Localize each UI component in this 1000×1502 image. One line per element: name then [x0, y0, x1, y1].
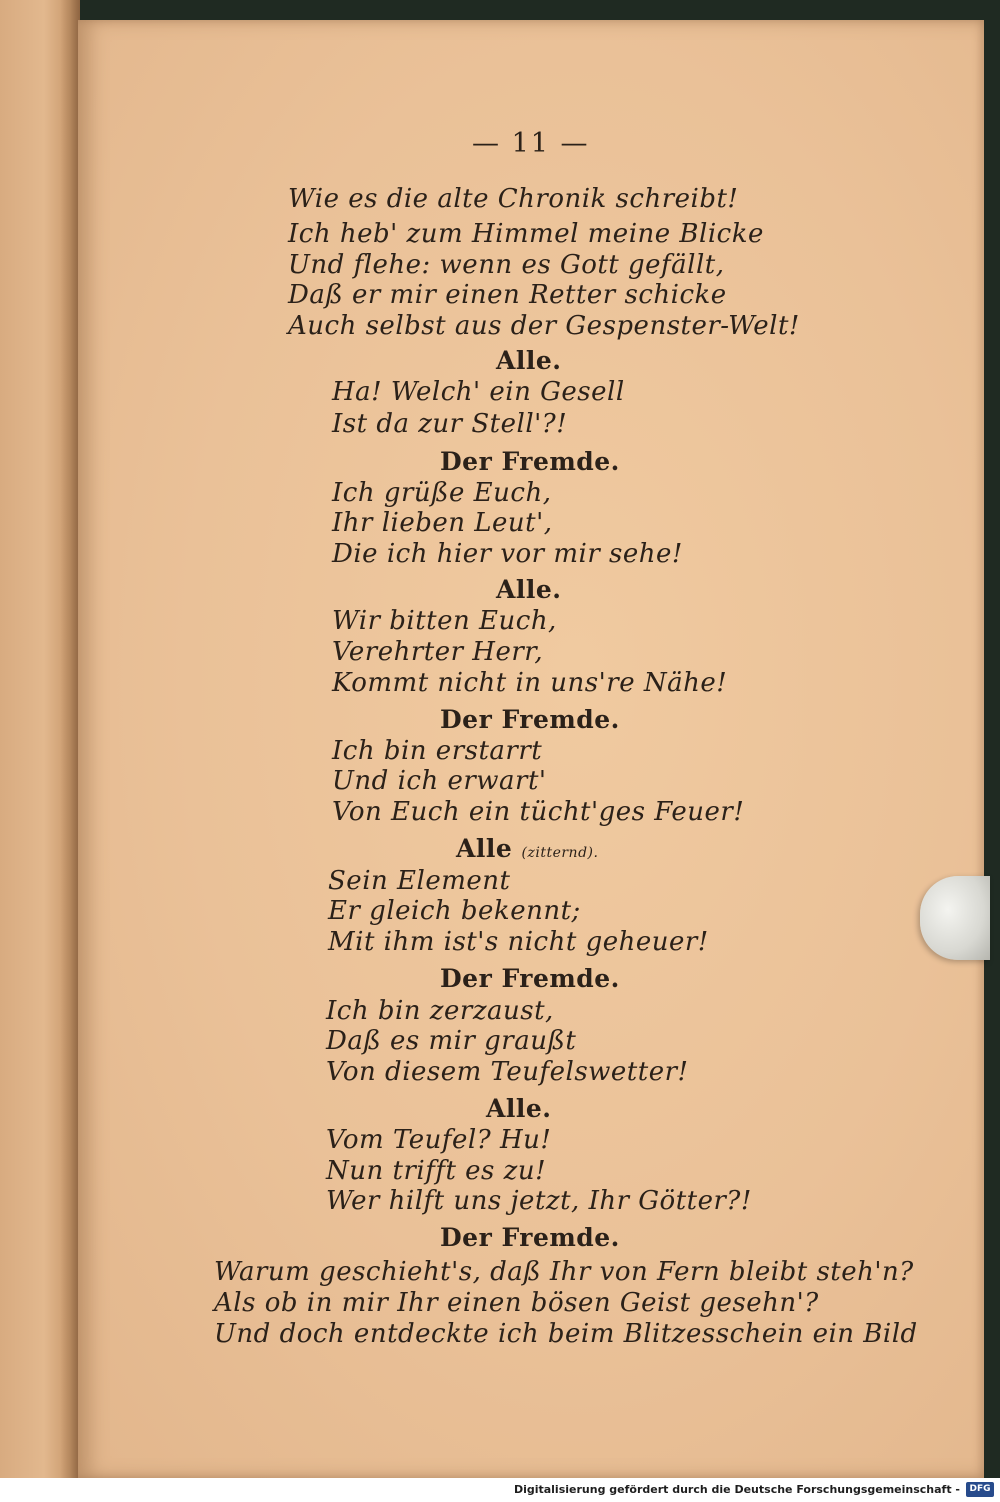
- verse-line: Ihr lieben Leut',: [332, 508, 553, 538]
- page-number: — 11 —: [472, 128, 590, 159]
- verse-line: Von diesem Teufelswetter!: [326, 1057, 689, 1087]
- verse-line: Sein Element: [328, 866, 511, 896]
- verse-line: Ich bin erstarrt: [332, 736, 543, 766]
- verse-line: Verehrter Herr,: [332, 637, 544, 667]
- verse-line: Die ich hier vor mir sehe!: [332, 539, 683, 569]
- speaker-heading: Der Fremde.: [440, 964, 620, 993]
- verse-line: Kommt nicht in uns're Nähe!: [332, 668, 728, 698]
- funding-credit: Digitalisierung gefördert durch die Deutsche Forschungsgemeinschaft -: [513, 1483, 960, 1496]
- verse-line: Von Euch ein tücht'ges Feuer!: [332, 797, 745, 827]
- verse-line: Mit ihm ist's nicht geheuer!: [328, 927, 709, 957]
- verse-line: Und doch entdeckte ich beim Blitzesschein ein Bild: [214, 1319, 918, 1349]
- verse-line: Er gleich bekennt;: [328, 896, 581, 926]
- verse-line: Ich bin zerzaust,: [326, 996, 554, 1026]
- verse-line: Auch selbst aus der Gespenster-Welt!: [288, 311, 800, 341]
- credit-bar: [0, 1478, 1000, 1502]
- verse-line: Vom Teufel? Hu!: [326, 1125, 552, 1155]
- verse-line: Daß es mir graußt: [326, 1026, 577, 1056]
- page-tab-marker: [920, 876, 990, 960]
- speaker-heading: Alle.: [496, 575, 562, 604]
- speaker-heading: Alle.: [496, 346, 562, 375]
- verse-line: Ich heb' zum Himmel meine Blicke: [288, 219, 764, 249]
- verse-line: Wie es die alte Chronik schreibt!: [288, 184, 739, 214]
- binding-shadow: [60, 0, 80, 1478]
- stage-direction: (zitternd).: [521, 845, 599, 861]
- dfg-logo: DFG: [966, 1482, 994, 1497]
- verse-line: Als ob in mir Ihr einen bösen Geist gesehn'?: [214, 1288, 819, 1318]
- speaker-heading: Der Fremde.: [440, 447, 620, 476]
- verse-line: Daß er mir einen Retter schicke: [288, 280, 727, 310]
- verse-line: Warum geschieht's, daß Ihr von Fern bleibt steh'n?: [214, 1257, 914, 1287]
- verse-line: Nun trifft es zu!: [326, 1156, 547, 1186]
- verse-line: Wer hilft uns jetzt, Ihr Götter?!: [326, 1186, 752, 1216]
- verse-line: Und flehe: wenn es Gott gefällt,: [288, 250, 725, 280]
- speaker-heading: Der Fremde.: [440, 705, 620, 734]
- verse-line: Und ich erwart': [332, 766, 547, 796]
- verse-line: Ich grüße Euch,: [332, 478, 552, 508]
- verse-line: Wir bitten Euch,: [332, 606, 557, 636]
- speaker-heading: Der Fremde.: [440, 1223, 620, 1252]
- speaker-heading: [456, 834, 598, 863]
- verse-line: Ha! Welch' ein Gesell: [332, 377, 625, 407]
- speaker-name: Alle: [456, 834, 513, 863]
- speaker-heading: Alle.: [486, 1094, 552, 1123]
- verse-line: Ist da zur Stell'?!: [332, 409, 568, 439]
